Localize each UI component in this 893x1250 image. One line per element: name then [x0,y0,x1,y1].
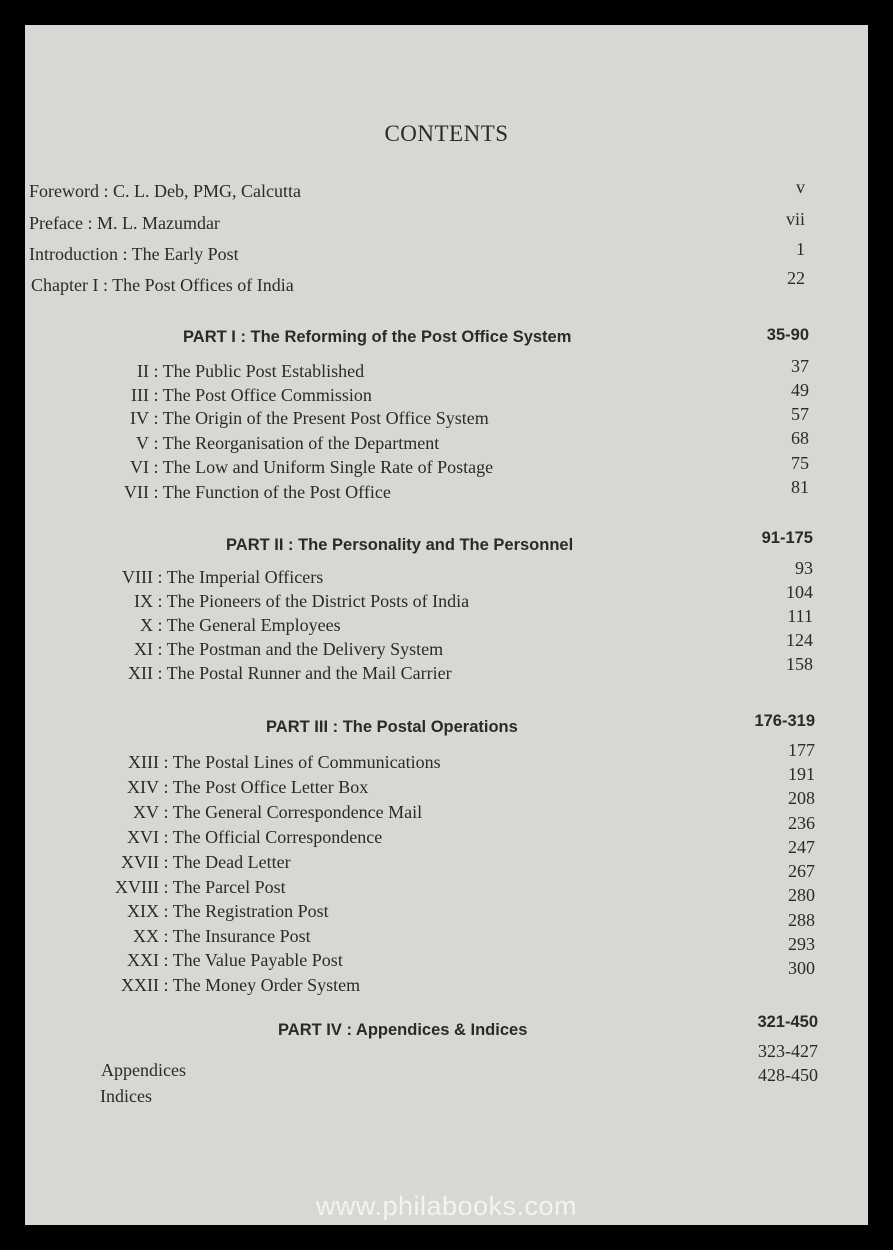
chapter-page: 49 [791,380,809,400]
part-3-heading: PART III : The Postal Operations [266,718,518,736]
toc-chapter-row [103,591,469,612]
chapter-page: 177 [788,740,815,760]
chapter-page: 293 [788,934,815,954]
toc-foreword-page: v [796,177,805,197]
part-4-heading: PART IV : Appendices & Indices [278,1021,528,1039]
chapter-title: : The Dead Letter [163,852,291,872]
chapter-title: : The General Employees [157,615,341,635]
appendices-page: 323-427 [758,1041,818,1061]
page-title: CONTENTS [384,121,509,146]
chapter-page: 93 [795,558,813,578]
chapter-page: 158 [786,654,813,674]
chapter-title: : The Official Correspondence [163,827,383,847]
chapter-number: XX [133,926,159,946]
part-1-pages: 35-90 [766,326,809,344]
toc-chapter-row [99,777,368,798]
chapter-number: XIII [128,752,159,772]
toc-chapter-row [105,361,364,382]
indices-page: 428-450 [758,1065,818,1085]
toc-chapter-row [103,615,341,636]
chapter-title: : The Function of the Post Office [153,482,391,502]
chapter-title: : The Money Order System [163,975,361,995]
toc-indices: Indices [100,1086,152,1106]
toc-chapter-row [105,433,439,454]
chapter-number: VII [124,482,149,502]
toc-chapter-row [99,752,441,773]
chapter-number: IX [134,591,153,611]
toc-chapter-row [99,975,360,996]
chapter-number: XVIII [115,877,159,897]
chapter-number: II [137,361,149,381]
chapter-title: : The Imperial Officers [157,567,324,587]
chapter-title: : The Registration Post [163,901,329,921]
chapter-number: XII [128,663,153,683]
contents-page [25,25,868,1225]
chapter-page: 267 [788,861,815,881]
toc-chapter-row [99,852,291,873]
chapter-number: XXII [121,975,159,995]
chapter-title: : The Post Office Letter Box [163,777,369,797]
chapter-number: XI [134,639,153,659]
toc-introduction: Introduction : The Early Post [29,244,239,264]
toc-chapter-1-page: 22 [787,268,805,288]
chapter-title: : The Origin of the Present Post Office System [153,408,489,428]
chapter-title: : The Reorganisation of the Department [153,433,440,453]
chapter-number: VIII [122,567,153,587]
chapter-number: III [131,385,149,405]
chapter-page: 57 [791,404,809,424]
chapter-number: V [136,433,149,453]
toc-introduction-page: 1 [796,239,805,259]
toc-chapter-row [99,877,286,898]
chapter-title: : The Public Post Established [153,361,365,381]
chapter-title: : The Low and Uniform Single Rate of Postage [153,457,494,477]
chapter-page: 236 [788,813,815,833]
toc-chapter-row [103,663,452,684]
chapter-page: 124 [786,630,813,650]
toc-chapter-row [99,901,329,922]
toc-chapter-row [103,639,443,660]
chapter-number: IV [130,408,149,428]
chapter-page: 111 [787,606,813,626]
toc-preface-page: vii [785,209,805,229]
part-2-pages: 91-175 [761,529,813,547]
chapter-page: 280 [788,885,815,905]
chapter-page: 75 [791,453,809,473]
toc-chapter-1: Chapter I : The Post Offices of India [31,275,294,295]
part-1-heading: PART I : The Reforming of the Post Office System [183,328,572,346]
toc-chapter-row [99,950,343,971]
chapter-title: : The Parcel Post [163,877,286,897]
chapter-number: XIX [127,901,159,921]
toc-chapter-row [105,408,489,429]
toc-chapter-row [105,385,372,406]
chapter-title: : The Pioneers of the District Posts of India [157,591,470,611]
toc-chapter-row [105,482,391,503]
chapter-page: 191 [788,764,815,784]
toc-chapter-row [99,827,382,848]
chapter-title: : The Postal Runner and the Mail Carrier [157,663,452,683]
chapter-number: XIV [127,777,159,797]
chapter-title: : The Post Office Commission [153,385,372,405]
chapter-page: 68 [791,428,809,448]
toc-chapter-row [99,802,422,823]
chapter-title: : The General Correspondence Mail [163,802,423,822]
part-2-heading: PART II : The Personality and The Personnel [226,536,574,554]
chapter-page: 208 [788,788,815,808]
chapter-page: 247 [788,837,815,857]
chapter-page: 81 [791,477,809,497]
chapter-page: 104 [786,582,813,602]
chapter-title: : The Insurance Post [163,926,311,946]
chapter-number: X [140,615,153,635]
chapter-number: XVI [127,827,159,847]
toc-appendices: Appendices [101,1060,186,1080]
chapter-number: XVII [121,852,159,872]
part-4-pages: 321-450 [757,1013,818,1031]
toc-preface: Preface : M. L. Mazumdar [29,213,220,233]
toc-foreword: Foreword : C. L. Deb, PMG, Calcutta [29,181,301,201]
toc-chapter-row [99,926,311,947]
watermark: www.philabooks.com [315,1191,578,1221]
part-3-pages: 176-319 [754,712,815,730]
toc-chapter-row [105,457,493,478]
chapter-title: : The Postman and the Delivery System [157,639,444,659]
chapter-page: 300 [788,958,815,978]
chapter-page: 288 [788,910,815,930]
chapter-title: : The Postal Lines of Communications [163,752,441,772]
chapter-number: XV [133,802,159,822]
chapter-number: VI [130,457,149,477]
chapter-number: XXI [127,950,159,970]
toc-chapter-row [103,567,323,588]
chapter-page: 37 [791,356,809,376]
chapter-title: : The Value Payable Post [163,950,343,970]
